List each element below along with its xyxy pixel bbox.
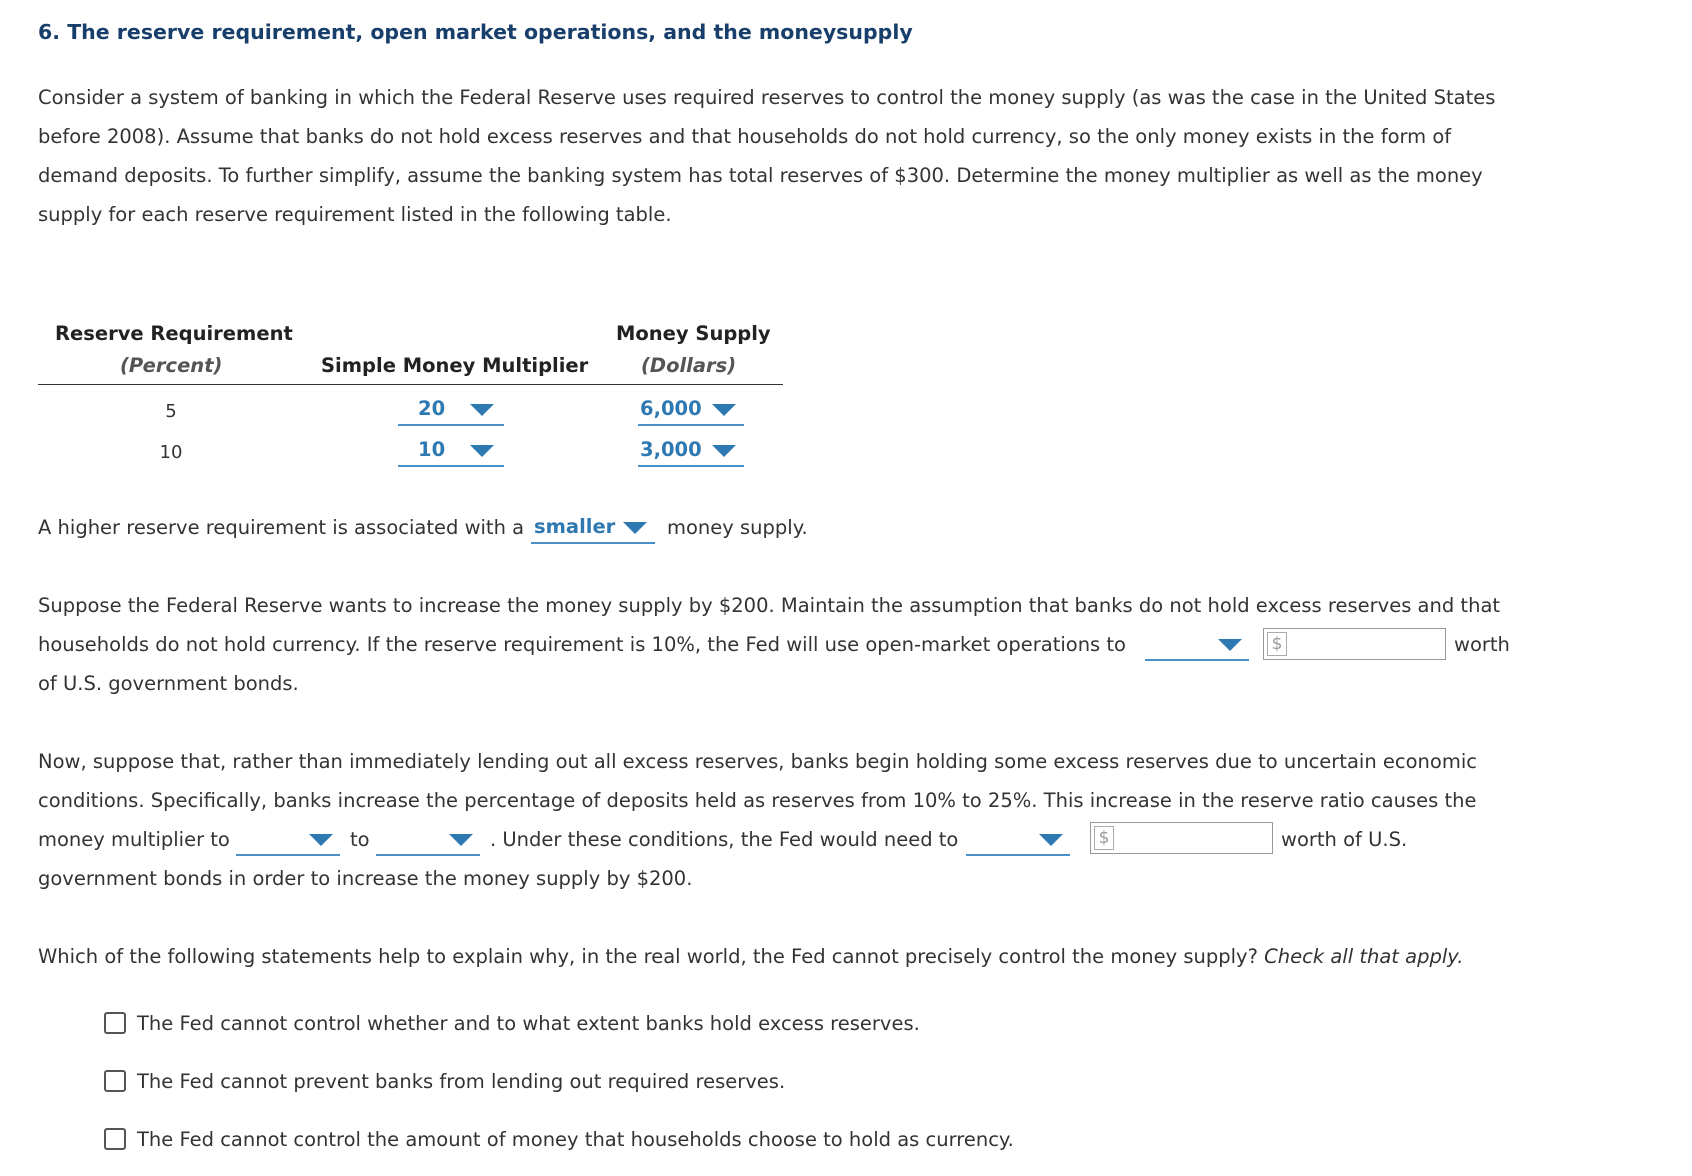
chevron-down-icon bbox=[1218, 639, 1242, 651]
fed-amount-input[interactable] bbox=[1090, 822, 1273, 854]
q3-line3: of U.S. government bonds. bbox=[38, 672, 299, 695]
col3-subheader: (Dollars) bbox=[641, 354, 737, 377]
intro-paragraph bbox=[38, 78, 1538, 234]
reserve-cell: 5 bbox=[165, 401, 177, 422]
dollar-icon: $ bbox=[1094, 826, 1114, 850]
intro-line: supply for each reserve requirement listed in the following table. bbox=[38, 203, 672, 226]
col2-header: Simple Money Multiplier bbox=[321, 354, 589, 377]
checkbox-label: The Fed cannot control whether and to what extent banks hold excess reserves. bbox=[137, 1012, 920, 1035]
chevron-down-icon bbox=[623, 522, 647, 534]
fed-action-dropdown[interactable] bbox=[966, 824, 1070, 856]
col3-header: Money Supply bbox=[616, 322, 771, 345]
multiplier-dropdown[interactable] bbox=[398, 435, 504, 467]
q3-worth: worth bbox=[1454, 633, 1510, 656]
q3-line1: Suppose the Federal Reserve wants to increase the money supply by $200. Maintain the assumption that banks do not hold excess reserves and that bbox=[38, 594, 1501, 617]
q5-prompt-line bbox=[38, 945, 1463, 968]
chevron-down-icon bbox=[1039, 834, 1063, 846]
money-supply-size-dropdown[interactable] bbox=[531, 512, 655, 544]
question-title: 6. The reserve requirement, open market operations, and the moneysupply bbox=[38, 20, 913, 44]
checkbox[interactable] bbox=[104, 1128, 126, 1150]
header-divider bbox=[38, 384, 783, 385]
reserve-cell: 10 bbox=[159, 442, 183, 463]
checkbox-label: The Fed cannot prevent banks from lending out required reserves. bbox=[137, 1070, 786, 1093]
checkbox[interactable] bbox=[104, 1012, 126, 1034]
multiplier-new-value-dropdown[interactable] bbox=[376, 824, 480, 856]
intro-line: demand deposits. To further simplify, assume the banking system has total reserves of $300. Determine the money multiplier as well as the money bbox=[38, 164, 1483, 187]
chevron-down-icon bbox=[449, 834, 473, 846]
q4-line3-b: to bbox=[350, 828, 370, 851]
checkbox[interactable] bbox=[104, 1070, 126, 1092]
omo-amount-input[interactable] bbox=[1263, 628, 1446, 660]
intro-line: before 2008). Assume that banks do not hold excess reserves and that households do not hold currency, so the only money exists in the form of bbox=[38, 125, 1452, 148]
checkbox-label: The Fed cannot control the amount of money that households choose to hold as currency. bbox=[137, 1128, 1014, 1151]
dollar-icon: $ bbox=[1267, 632, 1287, 656]
supply-value: 3,000 bbox=[640, 438, 702, 461]
q4-line3-c: . Under these conditions, the Fed would need to bbox=[490, 828, 959, 851]
multiplier-change-dropdown[interactable] bbox=[236, 824, 340, 856]
q4-line4: government bonds in order to increase the money supply by $200. bbox=[38, 867, 693, 890]
q5-prompt: Which of the following statements help to explain why, in the real world, the Fed cannot precisely control the money supply? bbox=[38, 945, 1258, 968]
col1-subheader: (Percent) bbox=[120, 354, 223, 377]
q2-text-after: money supply. bbox=[667, 516, 808, 539]
chevron-down-icon bbox=[309, 834, 333, 846]
supply-value: 6,000 bbox=[640, 397, 702, 420]
chevron-down-icon bbox=[712, 445, 736, 457]
dropdown-selected-value: smaller bbox=[534, 515, 616, 538]
q4-line3-d: worth of U.S. bbox=[1281, 828, 1408, 851]
supply-dropdown[interactable] bbox=[638, 435, 744, 467]
multiplier-value: 20 bbox=[418, 397, 446, 420]
q4-line3-a: money multiplier to bbox=[38, 828, 230, 851]
multiplier-value: 10 bbox=[418, 438, 446, 461]
chevron-down-icon bbox=[470, 445, 494, 457]
q3-line2: households do not hold currency. If the reserve requirement is 10%, the Fed will use open-market operations to bbox=[38, 633, 1126, 656]
q2-text-before: A higher reserve requirement is associated with a bbox=[38, 516, 525, 539]
q4-line1: Now, suppose that, rather than immediately lending out all excess reserves, banks begin holding some excess reserves due to uncertain economic bbox=[38, 750, 1477, 773]
multiplier-dropdown[interactable] bbox=[398, 394, 504, 426]
chevron-down-icon bbox=[712, 404, 736, 416]
omo-action-dropdown[interactable] bbox=[1145, 629, 1249, 661]
intro-line: Consider a system of banking in which the Federal Reserve uses required reserves to control the money supply (as was the case in the United States bbox=[38, 86, 1496, 109]
col1-header: Reserve Requirement bbox=[55, 322, 293, 345]
q5-instruction: Check all that apply. bbox=[1264, 945, 1464, 968]
chevron-down-icon bbox=[470, 404, 494, 416]
q4-line2: conditions. Specifically, banks increase the percentage of deposits held as reserves from 10% to 25%. This increase in the reserve ratio causes the bbox=[38, 789, 1477, 812]
supply-dropdown[interactable] bbox=[638, 394, 744, 426]
